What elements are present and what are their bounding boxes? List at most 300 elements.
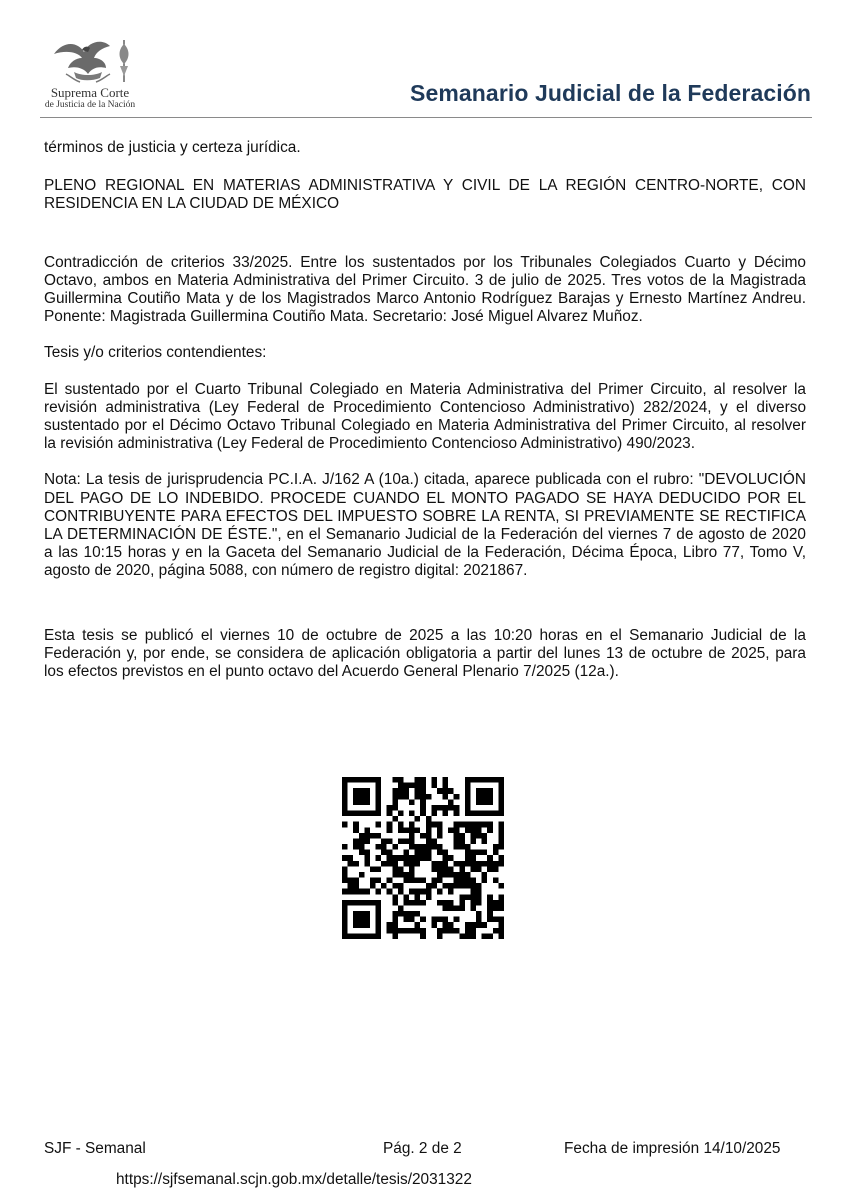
qr-module <box>448 928 454 934</box>
qr-module <box>498 838 504 844</box>
qr-module <box>487 900 493 906</box>
qr-module <box>487 905 493 911</box>
qr-module <box>487 788 493 794</box>
qr-module <box>392 777 398 783</box>
qr-module <box>342 866 348 872</box>
qr-module <box>376 788 382 794</box>
qr-module <box>342 878 348 884</box>
qr-module <box>353 861 359 867</box>
qr-code <box>342 777 504 939</box>
qr-module <box>448 866 454 872</box>
qr-module <box>443 900 449 906</box>
qr-module <box>431 811 437 817</box>
qr-module <box>470 861 476 867</box>
qr-module <box>465 878 471 884</box>
qr-module <box>364 861 370 867</box>
qr-module <box>476 917 482 923</box>
qr-module <box>348 900 354 906</box>
qr-module <box>342 922 348 928</box>
qr-module <box>465 872 471 878</box>
qr-module <box>381 861 387 867</box>
note-paragraph: Nota: La tesis de jurisprudencia PC.I.A. J/162 A (10a.) citada, aparece publicada con el rubro: "DEVOLUCIÓN DEL PAGO DE LO INDEBIDO. PROCEDE CUANDO EL MONTO PAGADO SE HAYA DEDUCIDO POR EL CONTRIBUYENTE PARA EFECTOS DEL IMPUESTO SOBRE LA RENTA, SI PREVIAMENTE SE RECTIFICA LA DETERMINACIÓN DE ÉSTE.", en el Semanario Judicial de la Federación del viernes 7 de agosto de 2020 a las 10:15 horas y en la Gaceta del Semanario Judicial de la Federación, Décima Época, Libro 77, Tomo V, agosto de 2020, página 5088, con número de registro digital: 2021867. <box>44 471 806 580</box>
qr-module <box>465 844 471 850</box>
qr-module <box>342 783 348 789</box>
qr-module <box>454 805 460 811</box>
qr-module <box>370 878 376 884</box>
qr-module <box>342 794 348 800</box>
qr-module <box>454 928 460 934</box>
qr-module <box>342 917 348 923</box>
qr-module <box>420 805 426 811</box>
qr-module <box>498 783 504 789</box>
qr-module <box>392 788 398 794</box>
qr-module <box>476 900 482 906</box>
qr-module <box>443 783 449 789</box>
qr-module <box>454 917 460 923</box>
qr-module <box>448 872 454 878</box>
qr-module <box>482 861 488 867</box>
qr-module <box>376 805 382 811</box>
qr-module <box>448 855 454 861</box>
qr-module <box>353 933 359 939</box>
qr-module <box>409 928 415 934</box>
qr-module <box>498 922 504 928</box>
qr-module <box>398 811 404 817</box>
qr-module <box>470 900 476 906</box>
qr-module <box>443 855 449 861</box>
qr-module <box>403 794 409 800</box>
qr-module <box>482 822 488 828</box>
qr-module <box>454 878 460 884</box>
qr-module <box>392 816 398 822</box>
qr-module <box>487 827 493 833</box>
qr-module <box>409 783 415 789</box>
qr-module <box>493 777 499 783</box>
qr-module <box>364 850 370 856</box>
qr-module <box>415 794 421 800</box>
qr-module <box>409 855 415 861</box>
qr-module <box>431 861 437 867</box>
qr-module <box>364 889 370 895</box>
qr-module <box>420 799 426 805</box>
qr-module <box>387 861 393 867</box>
qr-module <box>498 788 504 794</box>
qr-module <box>398 777 404 783</box>
qr-module <box>364 811 370 817</box>
qr-module <box>476 922 482 928</box>
qr-module <box>470 833 476 839</box>
qr-module <box>409 822 415 828</box>
header-divider <box>40 117 812 118</box>
qr-module <box>420 811 426 817</box>
qr-module <box>376 889 382 895</box>
qr-module <box>487 855 493 861</box>
qr-module <box>454 833 460 839</box>
qr-module <box>482 788 488 794</box>
qr-module <box>465 894 471 900</box>
qr-module <box>437 861 443 867</box>
qr-module <box>459 933 465 939</box>
qr-module <box>342 933 348 939</box>
qr-module <box>454 827 460 833</box>
qr-module <box>470 811 476 817</box>
qr-module <box>465 777 471 783</box>
qr-module <box>420 788 426 794</box>
qr-module <box>487 861 493 867</box>
qr-module <box>370 833 376 839</box>
qr-module <box>348 811 354 817</box>
qr-module <box>498 900 504 906</box>
qr-module <box>459 838 465 844</box>
qr-module <box>431 822 437 828</box>
site-title: Semanario Judicial de la Federación <box>410 80 812 106</box>
qr-module <box>392 799 398 805</box>
qr-module <box>431 783 437 789</box>
qr-module <box>415 928 421 934</box>
qr-module <box>364 794 370 800</box>
qr-module <box>465 928 471 934</box>
qr-module <box>459 861 465 867</box>
qr-module <box>426 894 432 900</box>
paragraph-continuation: términos de justicia y certeza jurídica. <box>44 139 301 156</box>
qr-module <box>409 833 415 839</box>
qr-module <box>448 905 454 911</box>
footer-publication: SJF - Semanal <box>44 1140 146 1157</box>
qr-module <box>470 889 476 895</box>
qr-module <box>470 866 476 872</box>
qr-module <box>443 883 449 889</box>
qr-module <box>459 905 465 911</box>
qr-module <box>359 872 365 878</box>
qr-module <box>454 794 460 800</box>
qr-module <box>348 878 354 884</box>
qr-module <box>376 878 382 884</box>
qr-module <box>387 827 393 833</box>
contradiction-details: Contradicción de criterios 33/2025. Entre los sustentados por los Tribunales Colegiados Cuarto y Décimo Octavo, ambos en Materia Administrativa del Primer Circuito. 3 de julio de 2025. Tres votos de la Magistrada Guillermina Coutiño Mata y de los Magistrados Marco Antonio Rodríguez Barajas y Ernesto Martínez Andreu. Ponente: Magistrada Guillermina Coutiño Mata. Secretario: José Miguel Alvarez Muñoz. <box>44 253 806 326</box>
qr-module <box>392 872 398 878</box>
qr-module <box>498 777 504 783</box>
qr-module <box>437 878 443 884</box>
qr-module <box>470 777 476 783</box>
qr-module <box>342 928 348 934</box>
qr-module <box>443 794 449 800</box>
qr-module <box>387 928 393 934</box>
qr-module <box>454 811 460 817</box>
qr-module <box>465 783 471 789</box>
qr-module <box>470 933 476 939</box>
qr-module <box>420 844 426 850</box>
qr-module <box>443 777 449 783</box>
qr-module <box>409 844 415 850</box>
qr-module <box>353 799 359 805</box>
qr-module <box>376 844 382 850</box>
qr-module <box>470 827 476 833</box>
qr-module <box>403 894 409 900</box>
qr-module <box>459 866 465 872</box>
qr-module <box>465 822 471 828</box>
qr-module <box>409 878 415 884</box>
qr-module <box>353 822 359 828</box>
qr-module <box>398 866 404 872</box>
qr-module <box>387 889 393 895</box>
qr-module <box>387 822 393 828</box>
qr-module <box>426 889 432 895</box>
qr-module <box>459 894 465 900</box>
qr-module <box>420 783 426 789</box>
qr-module <box>353 917 359 923</box>
qr-module <box>392 922 398 928</box>
qr-module <box>437 805 443 811</box>
qr-module <box>498 905 504 911</box>
qr-module <box>392 894 398 900</box>
qr-module <box>359 922 365 928</box>
qr-module <box>493 905 499 911</box>
qr-module <box>426 883 432 889</box>
qr-module <box>342 777 348 783</box>
qr-module <box>498 894 504 900</box>
qr-module <box>482 872 488 878</box>
qr-module <box>364 838 370 844</box>
qr-module <box>482 850 488 856</box>
qr-module <box>426 822 432 828</box>
qr-module <box>431 917 437 923</box>
qr-module <box>465 922 471 928</box>
qr-module <box>364 900 370 906</box>
qr-module <box>487 822 493 828</box>
qr-module <box>353 838 359 844</box>
qr-module <box>476 833 482 839</box>
qr-module <box>470 928 476 934</box>
footer-url[interactable]: https://sjfsemanal.scjn.gob.mx/detalle/tesis/2031322 <box>116 1171 472 1188</box>
qr-module <box>415 788 421 794</box>
qr-module <box>342 788 348 794</box>
qr-module <box>431 838 437 844</box>
qr-module <box>465 799 471 805</box>
qr-module <box>498 933 504 939</box>
qr-module <box>476 799 482 805</box>
qr-module <box>348 777 354 783</box>
qr-module <box>420 850 426 856</box>
qr-module <box>482 799 488 805</box>
qr-module <box>403 911 409 917</box>
qr-module <box>437 866 443 872</box>
qr-module <box>493 811 499 817</box>
qr-module <box>398 794 404 800</box>
qr-module <box>476 883 482 889</box>
qr-module <box>387 855 393 861</box>
qr-module <box>409 900 415 906</box>
qr-module <box>426 844 432 850</box>
qr-module <box>370 811 376 817</box>
qr-module <box>409 872 415 878</box>
qr-module <box>487 933 493 939</box>
qr-module <box>448 799 454 805</box>
qr-module <box>392 805 398 811</box>
qr-module <box>348 933 354 939</box>
qr-module <box>370 777 376 783</box>
qr-module <box>387 811 393 817</box>
qr-module <box>470 878 476 884</box>
qr-module <box>448 900 454 906</box>
qr-module <box>364 827 370 833</box>
qr-module <box>437 833 443 839</box>
qr-module <box>498 855 504 861</box>
qr-module <box>476 850 482 856</box>
qr-module <box>498 861 504 867</box>
qr-module <box>476 777 482 783</box>
qr-module <box>482 922 488 928</box>
qr-module <box>487 911 493 917</box>
qr-module <box>370 933 376 939</box>
qr-module <box>376 855 382 861</box>
qr-module <box>459 878 465 884</box>
qr-module <box>465 827 471 833</box>
qr-module <box>498 833 504 839</box>
qr-module <box>465 883 471 889</box>
qr-module <box>426 838 432 844</box>
qr-module <box>431 777 437 783</box>
criteria-heading: Tesis y/o criterios contendientes: <box>44 344 267 362</box>
qr-module <box>470 894 476 900</box>
qr-module <box>437 844 443 850</box>
qr-module <box>409 866 415 872</box>
qr-module <box>498 794 504 800</box>
qr-module <box>359 788 365 794</box>
qr-module <box>359 933 365 939</box>
qr-module <box>465 788 471 794</box>
qr-module <box>359 799 365 805</box>
qr-module <box>409 917 415 923</box>
qr-module <box>443 811 449 817</box>
qr-module <box>431 805 437 811</box>
qr-module <box>415 816 421 822</box>
qr-module <box>443 905 449 911</box>
qr-module <box>459 844 465 850</box>
qr-module <box>470 905 476 911</box>
qr-module <box>364 788 370 794</box>
qr-module <box>437 827 443 833</box>
qr-module <box>364 855 370 861</box>
qr-module <box>420 933 426 939</box>
qr-module <box>370 900 376 906</box>
qr-module <box>342 905 348 911</box>
footer-print-date: Fecha de impresión 14/10/2025 <box>564 1140 781 1157</box>
qr-module <box>376 833 382 839</box>
qr-module <box>448 827 454 833</box>
qr-module <box>387 922 393 928</box>
qr-module <box>359 811 365 817</box>
qr-module <box>476 822 482 828</box>
qr-module <box>403 855 409 861</box>
qr-module <box>398 928 404 934</box>
qr-module <box>454 822 460 828</box>
qr-module <box>353 844 359 850</box>
qr-module <box>342 811 348 817</box>
qr-module <box>387 838 393 844</box>
qr-module <box>454 872 460 878</box>
qr-module <box>415 827 421 833</box>
qr-module <box>403 928 409 934</box>
qr-module <box>448 788 454 794</box>
qr-module <box>353 883 359 889</box>
qr-module <box>482 838 488 844</box>
qr-module <box>476 866 482 872</box>
qr-module <box>437 928 443 934</box>
qr-module <box>376 900 382 906</box>
qr-module <box>415 855 421 861</box>
qr-module <box>403 838 409 844</box>
qr-module <box>359 777 365 783</box>
qr-module <box>359 833 365 839</box>
qr-module <box>476 811 482 817</box>
qr-module <box>348 883 354 889</box>
qr-module <box>398 889 404 895</box>
qr-module <box>359 794 365 800</box>
qr-module <box>392 883 398 889</box>
qr-module <box>437 850 443 856</box>
qr-module <box>465 855 471 861</box>
qr-module <box>487 917 493 923</box>
qr-module <box>498 928 504 934</box>
qr-module <box>415 894 421 900</box>
qr-module <box>431 922 437 928</box>
qr-module <box>364 917 370 923</box>
qr-module <box>459 822 465 828</box>
qr-module <box>487 799 493 805</box>
qr-module <box>348 861 354 867</box>
qr-module <box>498 883 504 889</box>
qr-module <box>437 889 443 895</box>
qr-module <box>342 799 348 805</box>
qr-module <box>353 878 359 884</box>
qr-module <box>470 855 476 861</box>
qr-module <box>454 905 460 911</box>
qr-module <box>498 822 504 828</box>
qr-module <box>487 811 493 817</box>
qr-module <box>353 788 359 794</box>
qr-module <box>420 777 426 783</box>
qr-module <box>465 794 471 800</box>
qr-module <box>398 827 404 833</box>
qr-module <box>437 872 443 878</box>
qr-module <box>403 861 409 867</box>
qr-module <box>398 872 404 878</box>
qr-module <box>415 783 421 789</box>
qr-module <box>403 788 409 794</box>
qr-module <box>493 866 499 872</box>
qr-module <box>420 928 426 934</box>
qr-module <box>376 933 382 939</box>
qr-module <box>459 872 465 878</box>
qr-module <box>459 900 465 906</box>
qr-module <box>415 889 421 895</box>
qr-module <box>359 911 365 917</box>
qr-module <box>420 917 426 923</box>
qr-module <box>376 917 382 923</box>
qr-module <box>476 827 482 833</box>
qr-module <box>370 883 376 889</box>
qr-module <box>342 844 348 850</box>
qr-module <box>409 827 415 833</box>
qr-module <box>482 777 488 783</box>
qr-module <box>381 883 387 889</box>
qr-module <box>342 822 348 828</box>
qr-module <box>476 889 482 895</box>
qr-module <box>376 799 382 805</box>
qr-module <box>437 822 443 828</box>
qr-module <box>376 777 382 783</box>
qr-module <box>376 794 382 800</box>
